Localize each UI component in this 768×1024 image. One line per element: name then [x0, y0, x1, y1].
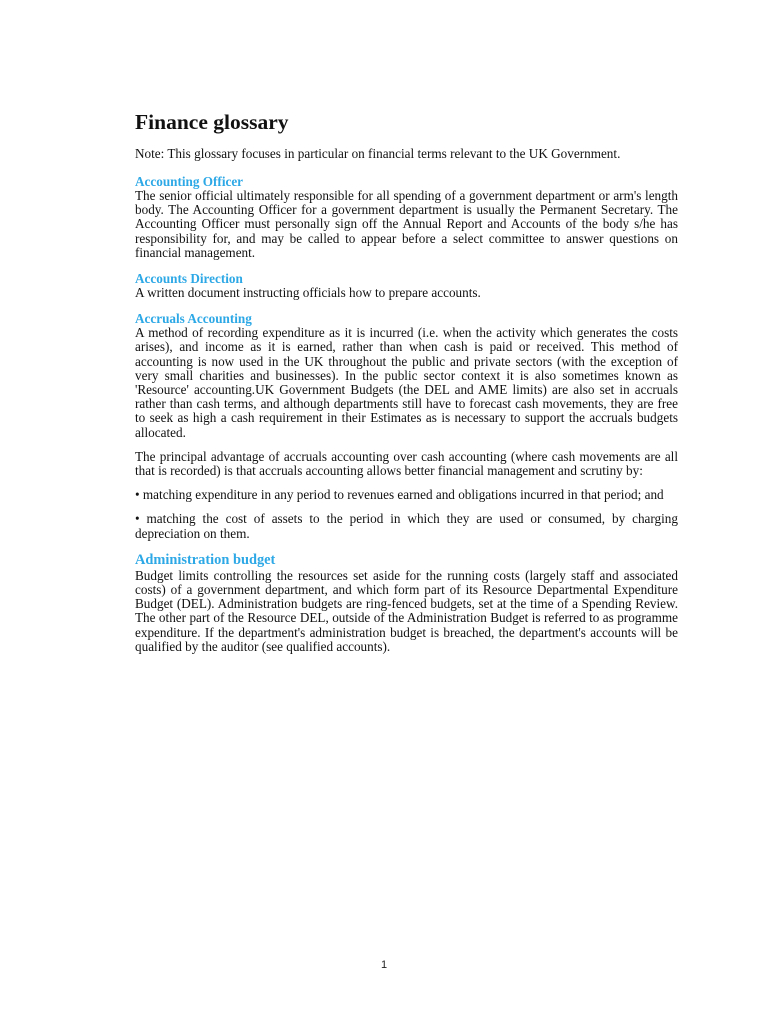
glossary-definition: The senior official ultimately responsible for all spending of a government department or arm's length body. The Accounting Officer for a government department is usually the Permanent Secretary. The Accounting Officer must personally sign off the Annual Report and Accounts of the body s/he has responsibility for, and may be called to appear before a select committee to answer questions on financial management. — [135, 188, 678, 260]
glossary-term: Accruals Accounting — [135, 311, 252, 327]
glossary-definition: Budget limits controlling the resources set aside for the running costs (largely staff and associated costs) of a government department, and which form part of its Resource Departmental Expenditure Budget (DEL). Administration budgets are ring-fenced budgets, set at the time of a Spending Review. The other part of the Resource DEL, outside of the Administration Budget is referred to as programme expenditure. If the department's administration budget is breached, the department's accounts will be qualified by the auditor (see qualified accounts). — [135, 567, 678, 654]
page-number: 1 — [380, 959, 388, 971]
document-body — [135, 108, 678, 665]
glossary-entry-accruals-accounting — [135, 311, 678, 541]
glossary-definition: A written document instructing officials how to prepare accounts. — [135, 285, 481, 301]
glossary-term: Accounting Officer — [135, 174, 244, 189]
bullet-item: • matching the cost of assets to the period in which they are used or consumed, by charging depreciation on them. — [135, 511, 678, 541]
glossary-definition: A method of recording expenditure as it is incurred (i.e. when the activity which generates the costs arises), and income as it is earned, rather than when cash is paid or received. This method of accounting is now used in the UK throughout the public and private sectors (with the exception of very small charities and businesses). In the public sector context it is also sometimes known as 'Resource' accounting.UK Government Budgets (the DEL and AME limits) are also set in accruals rather than cash terms, and although departments still have to forecast cash movements, they are free to seek as high a cash requirement in their Estimates as is necessary to support the accruals budgets allocated. — [135, 325, 678, 440]
glossary-definition: The principal advantage of accruals accounting over cash accounting (where cash movements are all that is recorded) is that accruals accounting allows better financial management and scrutiny by: — [135, 448, 678, 479]
page-title: Finance glossary — [135, 110, 289, 134]
glossary-term: Administration budget — [135, 551, 276, 568]
glossary-note: Note: This glossary focuses in particular on financial terms relevant to the UK Government. — [135, 146, 621, 161]
glossary-entry-administration-budget — [135, 552, 678, 654]
glossary-term: Accounts Direction — [135, 271, 243, 287]
glossary-entry-accounts-direction — [135, 271, 678, 300]
glossary-entry-accounting-officer — [135, 174, 678, 260]
bullet-item: • matching expenditure in any period to revenues earned and obligations incurred in that period; and — [135, 487, 664, 503]
